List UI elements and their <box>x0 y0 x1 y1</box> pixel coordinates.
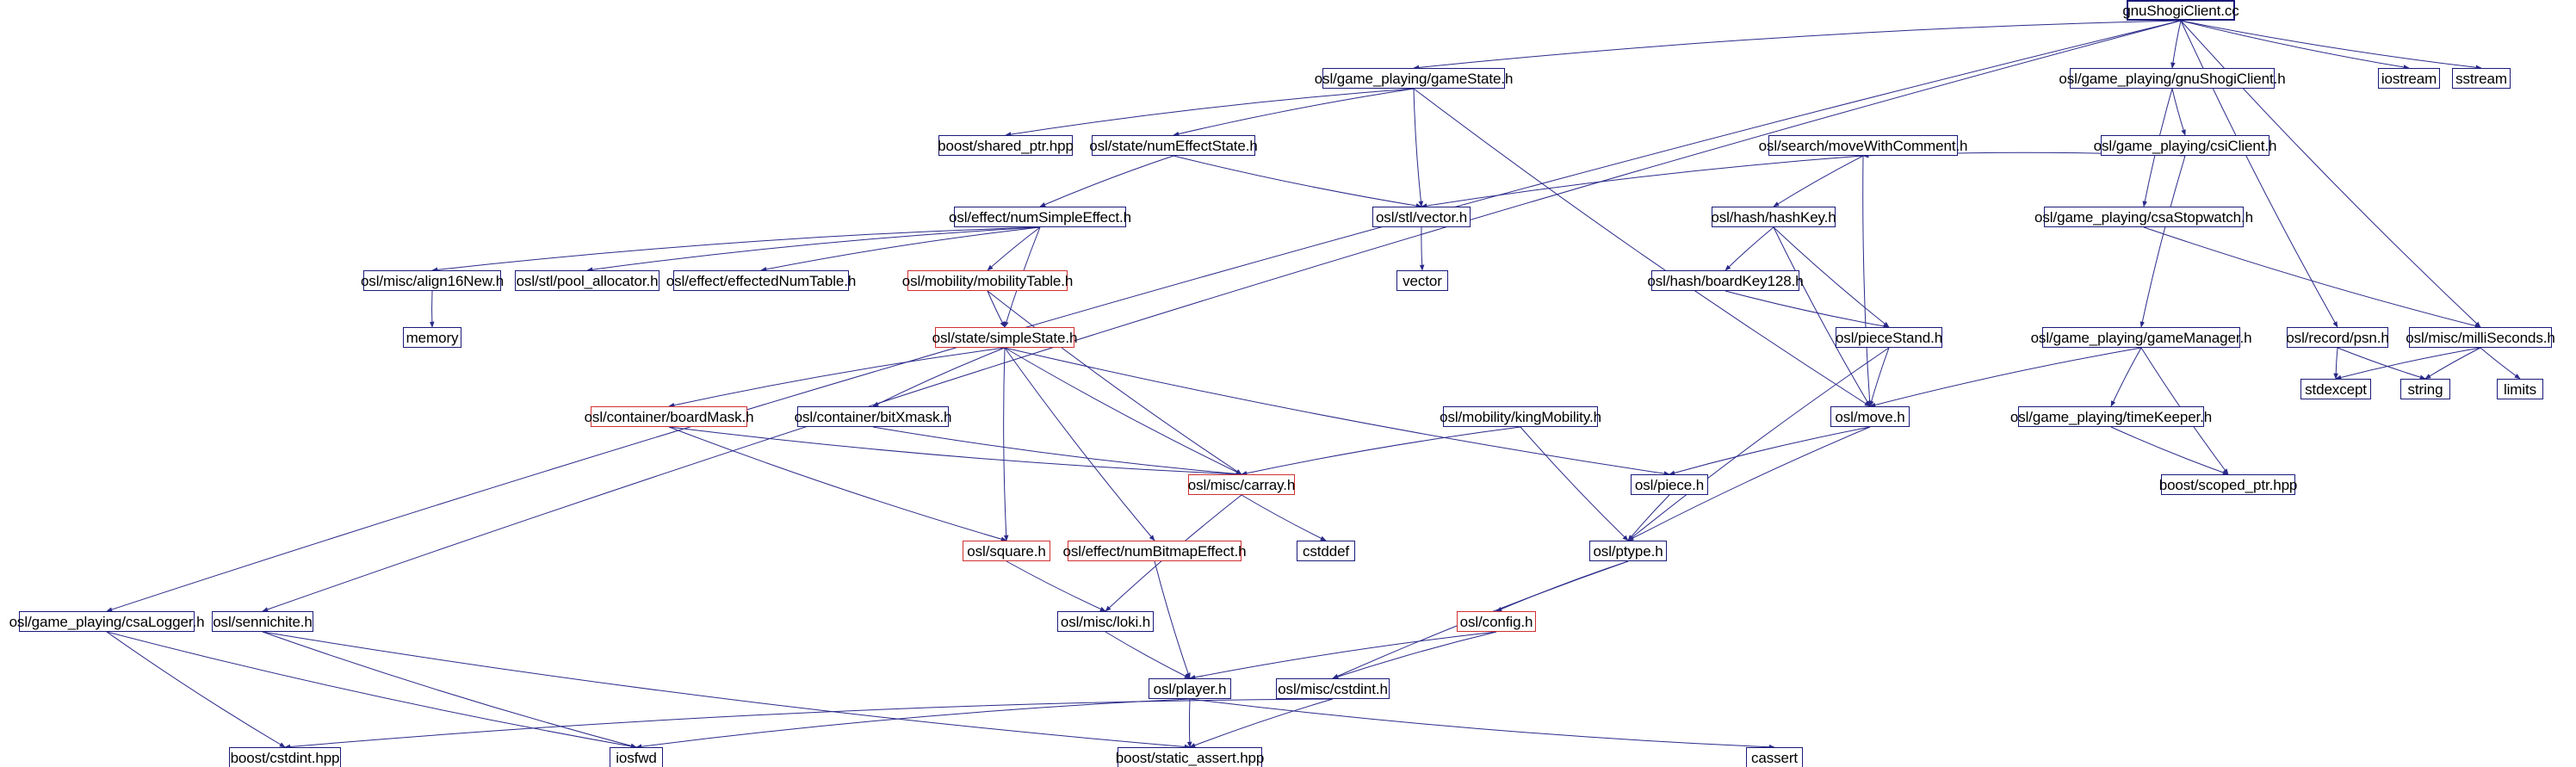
graph-edge <box>1155 561 1190 678</box>
graph-edge <box>1421 156 1863 207</box>
graph-edge <box>1520 427 1628 541</box>
graph-node[interactable]: boost/shared_ptr.hpp <box>938 135 1073 156</box>
graph-edge <box>263 632 636 747</box>
graph-node[interactable]: boost/cstdint.hpp <box>229 747 341 767</box>
graph-edge <box>2181 21 2481 68</box>
graph-edge <box>107 632 285 747</box>
graph-edge <box>1040 156 1173 207</box>
graph-edge <box>1005 348 1242 474</box>
graph-edge <box>1173 156 1421 207</box>
graph-edge <box>1774 156 1863 207</box>
graph-edge <box>2336 348 2480 379</box>
graph-node[interactable]: osl/sennichite.h <box>212 611 313 632</box>
graph-edge <box>1669 427 1870 474</box>
graph-edge <box>1628 348 1889 541</box>
graph-edge <box>1496 561 1628 611</box>
graph-edge <box>1190 699 1333 747</box>
graph-node[interactable]: boost/static_assert.hpp <box>1118 747 1262 767</box>
graph-node[interactable]: osl/hash/boardKey128.h <box>1651 270 1799 291</box>
graph-edge <box>1628 495 1669 541</box>
graph-node[interactable]: string <box>2400 379 2450 399</box>
graph-edge <box>669 427 1242 474</box>
graph-node[interactable]: osl/game_playing/gameState.h <box>1322 68 1505 89</box>
graph-node[interactable]: limits <box>2497 379 2543 399</box>
graph-node[interactable]: osl/effect/numBitmapEffect.h <box>1068 541 1242 561</box>
graph-node[interactable]: osl/container/boardMask.h <box>591 406 747 427</box>
graph-node[interactable]: osl/container/bitXmask.h <box>797 406 949 427</box>
graph-node[interactable]: osl/misc/loki.h <box>1057 611 1154 632</box>
graph-node[interactable]: memory <box>403 327 461 348</box>
graph-node[interactable]: osl/misc/cstdint.h <box>1276 678 1390 699</box>
graph-node[interactable]: iosfwd <box>610 747 663 767</box>
graph-edge <box>2111 348 2141 406</box>
graph-edge <box>587 227 1040 270</box>
graph-node[interactable]: osl/ptype.h <box>1589 541 1667 561</box>
graph-edge <box>1870 348 1889 406</box>
graph-node[interactable]: osl/game_playing/csiClient.h <box>2101 135 2269 156</box>
graph-edge <box>107 21 2181 611</box>
graph-edge <box>1421 227 1422 270</box>
graph-node[interactable]: osl/mobility/kingMobility.h <box>1443 406 1598 427</box>
graph-edge <box>2425 348 2480 379</box>
graph-edge <box>263 632 1190 747</box>
graph-edge <box>988 291 1242 474</box>
graph-edge <box>1105 632 1190 678</box>
graph-node[interactable]: cassert <box>1746 747 1803 767</box>
graph-edge <box>1004 348 1006 541</box>
graph-edge <box>2338 348 2425 379</box>
graph-node[interactable]: osl/search/moveWithComment.h <box>1768 135 1958 156</box>
graph-node[interactable]: osl/hash/hashKey.h <box>1712 207 1836 227</box>
graph-node[interactable]: osl/game_playing/gnuShogiClient.h <box>2070 68 2275 89</box>
graph-edge <box>285 699 1333 747</box>
graph-edge <box>2111 427 2228 474</box>
graph-edge <box>1870 348 2141 406</box>
graph-node[interactable]: osl/record/psn.h <box>2287 327 2388 348</box>
graph-node[interactable]: sstream <box>2452 68 2511 89</box>
graph-edge <box>1725 227 1774 270</box>
graph-edge <box>873 348 1005 406</box>
graph-node[interactable]: osl/player.h <box>1149 678 1231 699</box>
graph-edge <box>2172 21 2181 68</box>
graph-edge <box>2480 348 2520 379</box>
graph-edge <box>636 699 1190 747</box>
graph-edge <box>2141 156 2185 327</box>
graph-edge <box>1725 291 1889 327</box>
graph-edge <box>761 227 1040 270</box>
graph-node[interactable]: osl/piece.h <box>1631 474 1708 495</box>
graph-edge <box>2181 21 2409 68</box>
graph-node[interactable]: osl/stl/pool_allocator.h <box>515 270 659 291</box>
graph-node[interactable]: cstddef <box>1297 541 1355 561</box>
graph-node[interactable]: osl/game_playing/csaStopwatch.h <box>2044 207 2244 227</box>
graph-edge <box>1189 699 1190 747</box>
graph-node[interactable]: osl/move.h <box>1830 406 1910 427</box>
graph-edge <box>1242 427 1520 474</box>
graph-node[interactable]: osl/state/simpleState.h <box>935 327 1074 348</box>
graph-edge <box>1190 632 1496 678</box>
graph-node[interactable]: osl/pieceStand.h <box>1836 327 1942 348</box>
graph-edge <box>2181 21 2338 327</box>
graph-node[interactable]: osl/effect/numSimpleEffect.h <box>954 207 1126 227</box>
graph-node[interactable]: osl/game_playing/gameManager.h <box>2042 327 2240 348</box>
graph-edge <box>2336 348 2338 379</box>
graph-node[interactable]: osl/state/numEffectState.h <box>1092 135 1255 156</box>
graph-node[interactable]: osl/stl/vector.h <box>1372 207 1471 227</box>
graph-edge <box>873 427 1242 474</box>
graph-node[interactable]: osl/mobility/mobilityTable.h <box>907 270 1068 291</box>
graph-edge <box>432 227 1040 270</box>
graph-edge <box>263 21 2181 611</box>
graph-node[interactable]: osl/config.h <box>1457 611 1536 632</box>
graph-node[interactable]: vector <box>1396 270 1448 291</box>
graph-edge <box>2144 227 2480 327</box>
graph-edge <box>2181 21 2480 327</box>
graph-edge <box>988 291 1005 327</box>
graph-edge <box>988 227 1040 270</box>
graph-edge <box>669 348 1005 406</box>
graph-node[interactable]: osl/effect/effectedNumTable.h <box>673 270 849 291</box>
graph-edge <box>1242 495 1326 541</box>
graph-edge <box>1005 348 1155 541</box>
graph-node[interactable]: stdexcept <box>2300 379 2371 399</box>
graph-edge <box>1774 227 1870 406</box>
graph-node[interactable]: gnuShogiClient.cc <box>2127 0 2235 21</box>
graph-edge <box>1863 156 1870 406</box>
graph-node[interactable]: osl/misc/align16New.h <box>363 270 501 291</box>
graph-edge <box>669 427 1006 541</box>
graph-node[interactable]: osl/square.h <box>963 541 1050 561</box>
graph-node[interactable]: boost/scoped_ptr.hpp <box>2161 474 2295 495</box>
graph-edge <box>107 632 636 747</box>
graph-edge <box>1006 561 1105 611</box>
graph-node[interactable]: iostream <box>2378 68 2440 89</box>
graph-edge <box>1006 89 1414 135</box>
graph-edge <box>1190 699 1774 747</box>
graph-edge <box>2172 89 2185 135</box>
graph-node[interactable]: osl/game_playing/timeKeeper.h <box>2018 406 2204 427</box>
graph-node[interactable]: osl/misc/carray.h <box>1188 474 1295 495</box>
graph-edge <box>1414 21 2181 68</box>
graph-node[interactable]: osl/misc/milliSeconds.h <box>2409 327 2552 348</box>
graph-node[interactable]: osl/game_playing/csaLogger.h <box>19 611 195 632</box>
graph-edge <box>1414 89 1421 207</box>
graph-edge <box>1173 89 1414 135</box>
graph-edge <box>1333 632 1496 678</box>
